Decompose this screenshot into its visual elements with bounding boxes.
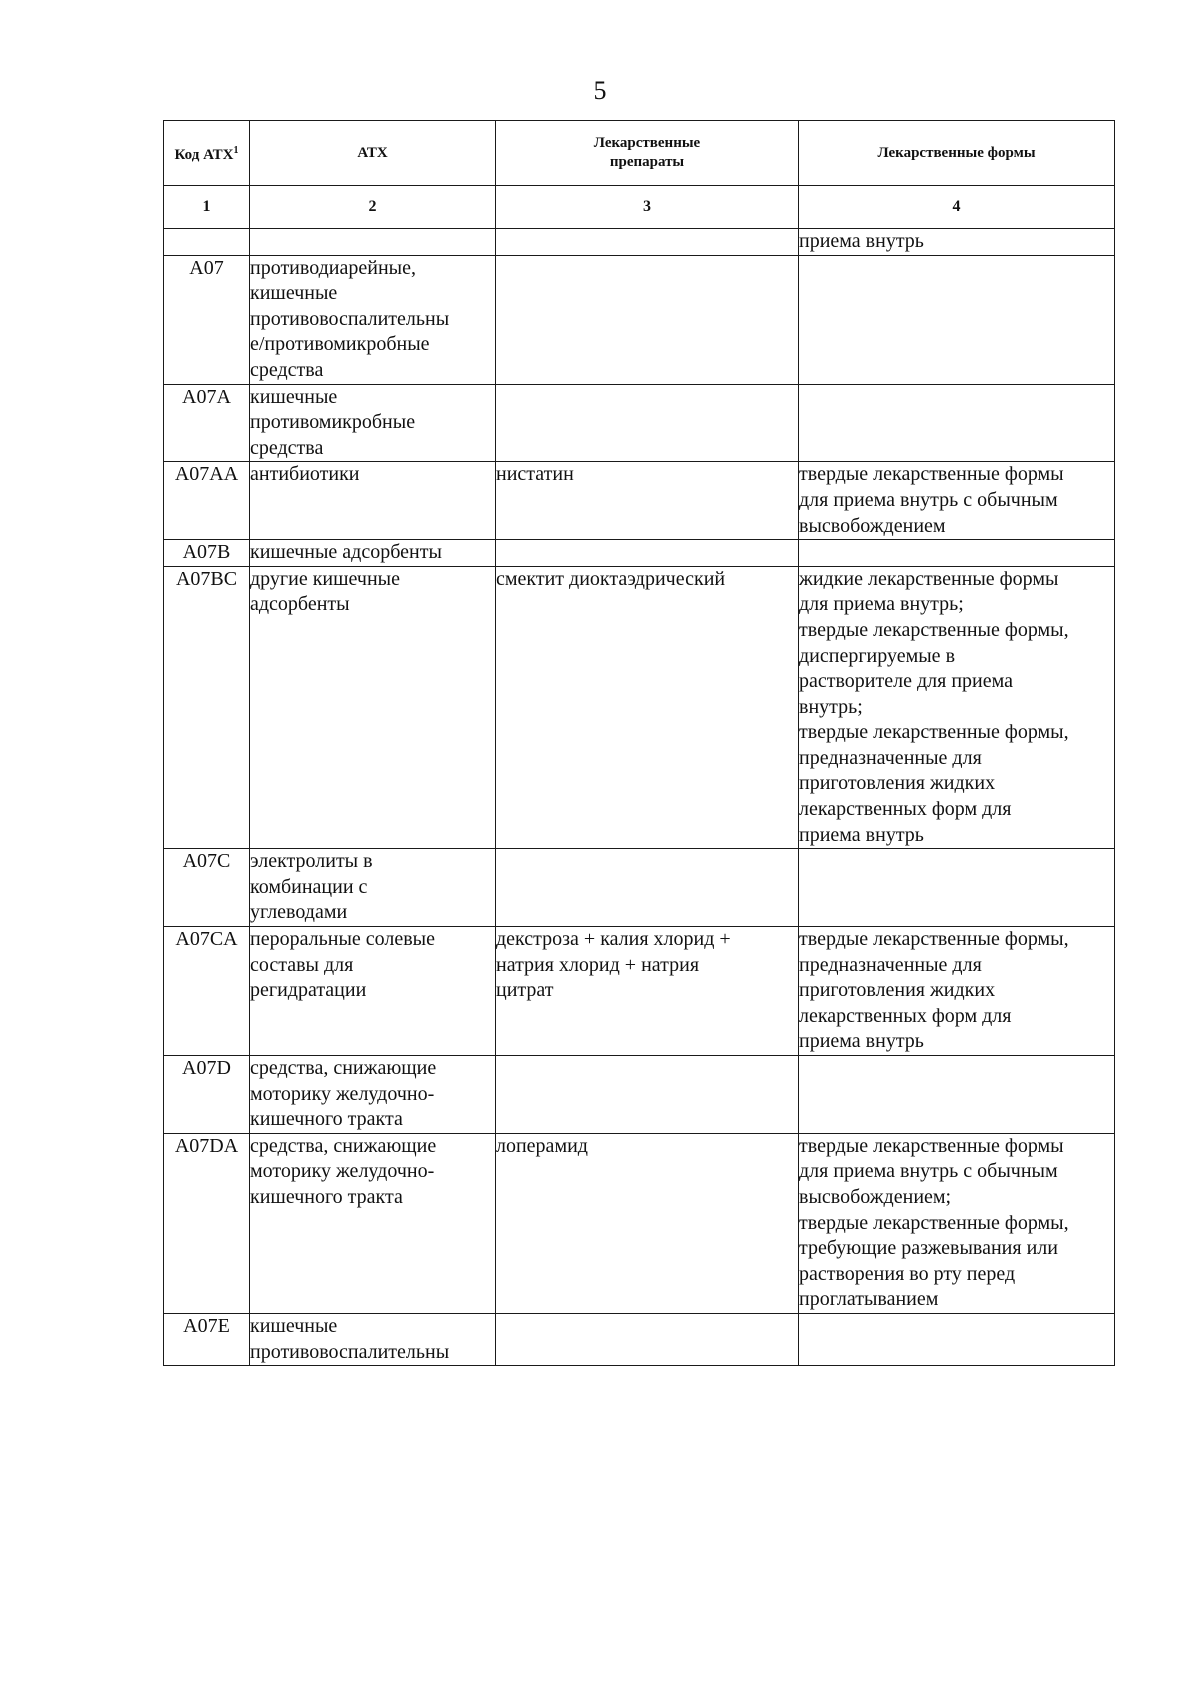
cell-form: [799, 255, 1115, 384]
table-row: [164, 566, 1115, 849]
cell-atx: кишечные адсорбенты: [250, 540, 496, 567]
cell-code: A07D: [164, 1056, 250, 1134]
cell-form: [799, 540, 1115, 567]
header-code-label: Код АТХ: [174, 147, 234, 163]
cell-form: приема внутрь: [799, 229, 1115, 256]
header-atx: АТХ: [250, 121, 496, 186]
cell-atx: антибиотики: [250, 462, 496, 540]
column-number-row: [164, 186, 1115, 229]
cell-code: A07: [164, 255, 250, 384]
table-row: [164, 927, 1115, 1056]
cell-code: A07CA: [164, 927, 250, 1056]
table-row: [164, 462, 1115, 540]
cell-form: [799, 1313, 1115, 1365]
cell-code: [164, 229, 250, 256]
cell-drug: [496, 229, 799, 256]
header-drugs-label: Лекарственные препараты: [593, 135, 701, 170]
header-forms: Лекарственные формы: [799, 121, 1115, 186]
table-row: [164, 384, 1115, 462]
header-drugs: [496, 121, 799, 186]
table-row: [164, 255, 1115, 384]
cell-atx: электролиты в комбинации с углеводами: [250, 849, 496, 927]
column-number-4: 4: [799, 186, 1115, 229]
table-header-row: [164, 121, 1115, 186]
cell-form: твердые лекарственные формы для приема внутрь с обычным высвобождением: [799, 462, 1115, 540]
table-row: [164, 849, 1115, 927]
cell-drug: [496, 255, 799, 384]
cell-drug: лоперамид: [496, 1133, 799, 1313]
column-number-3: 3: [496, 186, 799, 229]
table-row: [164, 1056, 1115, 1134]
cell-drug: декстроза + калия хлорид + натрия хлорид + натрия цитрат: [496, 927, 799, 1056]
cell-form: жидкие лекарственные формы для приема внутрь; твердые лекарственные формы, диспергируемые в растворителе для приема внутрь; твердые лекарственные формы, предназначенные для приготовления жидких лекарственных форм для приема внутрь: [799, 566, 1115, 849]
cell-drug: смектит диоктаэдрический: [496, 566, 799, 849]
table-row: [164, 1313, 1115, 1365]
cell-drug: [496, 384, 799, 462]
cell-drug: [496, 540, 799, 567]
page-number: 5: [593, 76, 607, 105]
cell-form: [799, 1056, 1115, 1134]
cell-code: A07A: [164, 384, 250, 462]
cell-drug: нистатин: [496, 462, 799, 540]
cell-form: твердые лекарственные формы, предназначенные для приготовления жидких лекарственных форм для приема внутрь: [799, 927, 1115, 1056]
table-row: [164, 540, 1115, 567]
cell-form: [799, 849, 1115, 927]
cell-atx: [250, 229, 496, 256]
cell-code: A07B: [164, 540, 250, 567]
header-code: [164, 121, 250, 186]
cell-form: [799, 384, 1115, 462]
cell-atx: противодиарейные, кишечные противовоспалительны е/противомикробные средства: [250, 255, 496, 384]
column-number-2: 2: [250, 186, 496, 229]
column-number-1: 1: [164, 186, 250, 229]
cell-drug: [496, 1056, 799, 1134]
cell-atx: средства, снижающие моторику желудочно- кишечного тракта: [250, 1056, 496, 1134]
cell-form: твердые лекарственные формы для приема внутрь с обычным высвобождением; твердые лекарственные формы, требующие разжевывания или растворения во рту перед проглатыванием: [799, 1133, 1115, 1313]
table-row: [164, 1133, 1115, 1313]
cell-atx: средства, снижающие моторику желудочно- кишечного тракта: [250, 1133, 496, 1313]
cell-atx: кишечные противовоспалительны: [250, 1313, 496, 1365]
cell-code: A07BC: [164, 566, 250, 849]
cell-atx: другие кишечные адсорбенты: [250, 566, 496, 849]
cell-drug: [496, 1313, 799, 1365]
cell-code: A07C: [164, 849, 250, 927]
atx-drug-table: [163, 120, 1115, 1366]
cell-atx: пероральные солевые составы для регидратации: [250, 927, 496, 1056]
cell-code: A07DA: [164, 1133, 250, 1313]
cell-atx: кишечные противомикробные средства: [250, 384, 496, 462]
cell-code: A07AA: [164, 462, 250, 540]
cell-code: A07E: [164, 1313, 250, 1365]
header-code-footnote: 1: [233, 145, 239, 156]
cell-drug: [496, 849, 799, 927]
table-row: [164, 229, 1115, 256]
